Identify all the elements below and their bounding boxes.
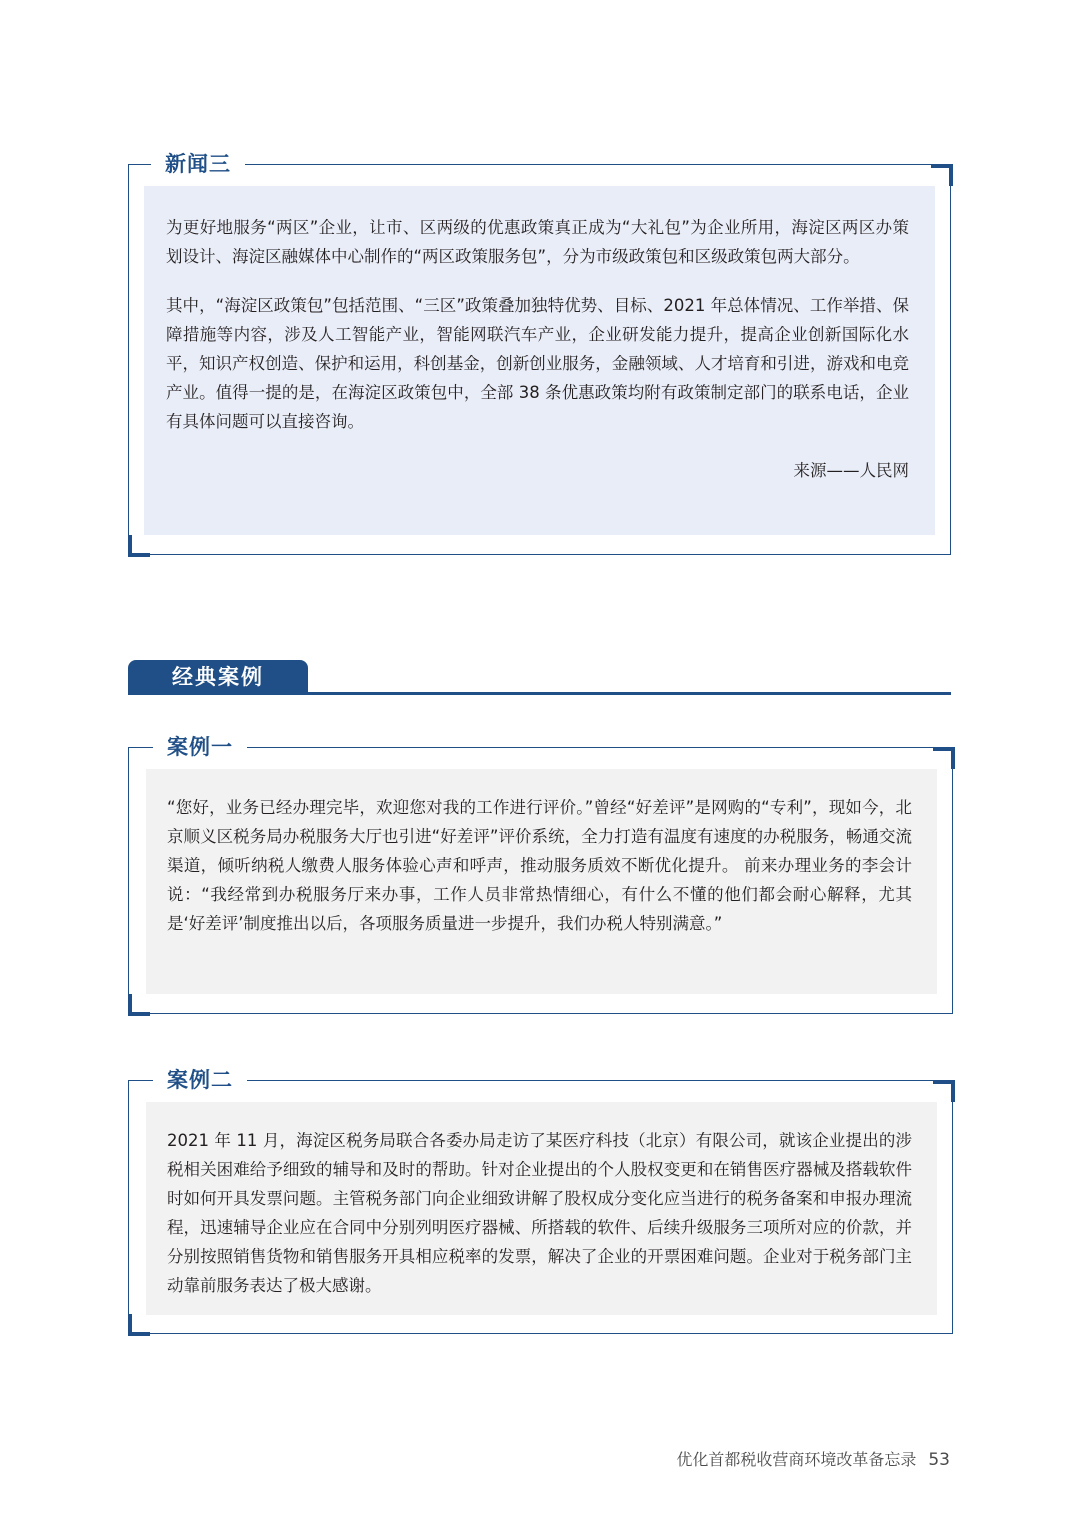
corner-top-right xyxy=(933,747,955,769)
footer-book-title: 优化首都税收营商环境改革备忘录 xyxy=(676,1450,917,1469)
news3-source: 来源——人民网 xyxy=(793,461,909,480)
case1-box xyxy=(128,735,953,1014)
case1-title: 案例一 xyxy=(153,732,247,762)
corner-bottom-left xyxy=(128,1314,150,1336)
case1-content xyxy=(146,769,937,994)
corner-top-right xyxy=(933,1080,955,1102)
section-divider xyxy=(128,692,951,695)
corner-bottom-left xyxy=(128,535,150,557)
section-title-tab: 经典案例 xyxy=(128,660,308,695)
case2-content xyxy=(146,1102,937,1315)
news3-content xyxy=(144,186,935,535)
page-number: 53 xyxy=(928,1450,950,1470)
page-footer xyxy=(676,1448,950,1472)
case2-box xyxy=(128,1068,953,1334)
news3-box xyxy=(128,152,951,555)
case2-title: 案例二 xyxy=(153,1065,247,1095)
case2-text: 2021 年 11 月，海淀区税务局联合各委办局走访了某医疗科技（北京）有限公司，就该企业提出的涉税相关困难给予细致的辅导和及时的帮助。针对企业提出的个人股权变更和在销售医疗器械及搭载软件时如何开具发票问题。主管税务部门向企业细致讲解了股权成分变化应当进行的税务备案和申报办理流程，迅速辅导企业应在合同中分别列明医疗器械、所搭载的软件、后续升级服务三项所对应的价款，并分别按照销售货物和销售服务开具相应税率的发票，解决了企业的开票困难问题。企业对于税务部门主动靠前服务表达了极大感谢。 xyxy=(167,1131,912,1295)
case1-text: “您好，业务已经办理完毕，欢迎您对我的工作进行评价。”曾经“好差评”是网购的“专利”，现如今，北京顺义区税务局办税服务大厅也引进“好差评”评价系统，全力打造有温度有速度的办税服务，畅通交流渠道，倾听纳税人缴费人服务体验心声和呼声，推动服务质效不断优化提升。 前来办理业务的李会计说：“我经常到办税服务厅来办事，工作人员非常热情细心，有什么不懂的他们都会耐心解释，尤其是‘好差评’制度推出以后，各项服务质量进一步提升，我们办税人特别满意。” xyxy=(167,798,912,933)
corner-bottom-left xyxy=(128,994,150,1016)
news3-paragraph-1: 为更好地服务“两区”企业，让市、区两级的优惠政策真正成为“大礼包”为企业所用，海淀区两区办策划设计、海淀区融媒体中心制作的“两区政策服务包”，分为市级政策包和区级政策包两大部分。 xyxy=(166,218,909,266)
news3-title: 新闻三 xyxy=(151,149,245,179)
news3-paragraph-2: 其中，“海淀区政策包”包括范围、“三区”政策叠加独特优势、目标、2021 年总体情况、工作举措、保障措施等内容，涉及人工智能产业，智能网联汽车产业，企业研发能力提升，提高企业创新国际化水平，知识产权创造、保护和运用，科创基金，创新创业服务，金融领域、人才培育和引进，游戏和电竞产业。值得一提的是，在海淀区政策包中，全部 38 条优惠政策均附有政策制定部门的联系电话，企业有具体问题可以直接咨询。 xyxy=(166,296,909,431)
corner-top-right xyxy=(931,164,953,186)
